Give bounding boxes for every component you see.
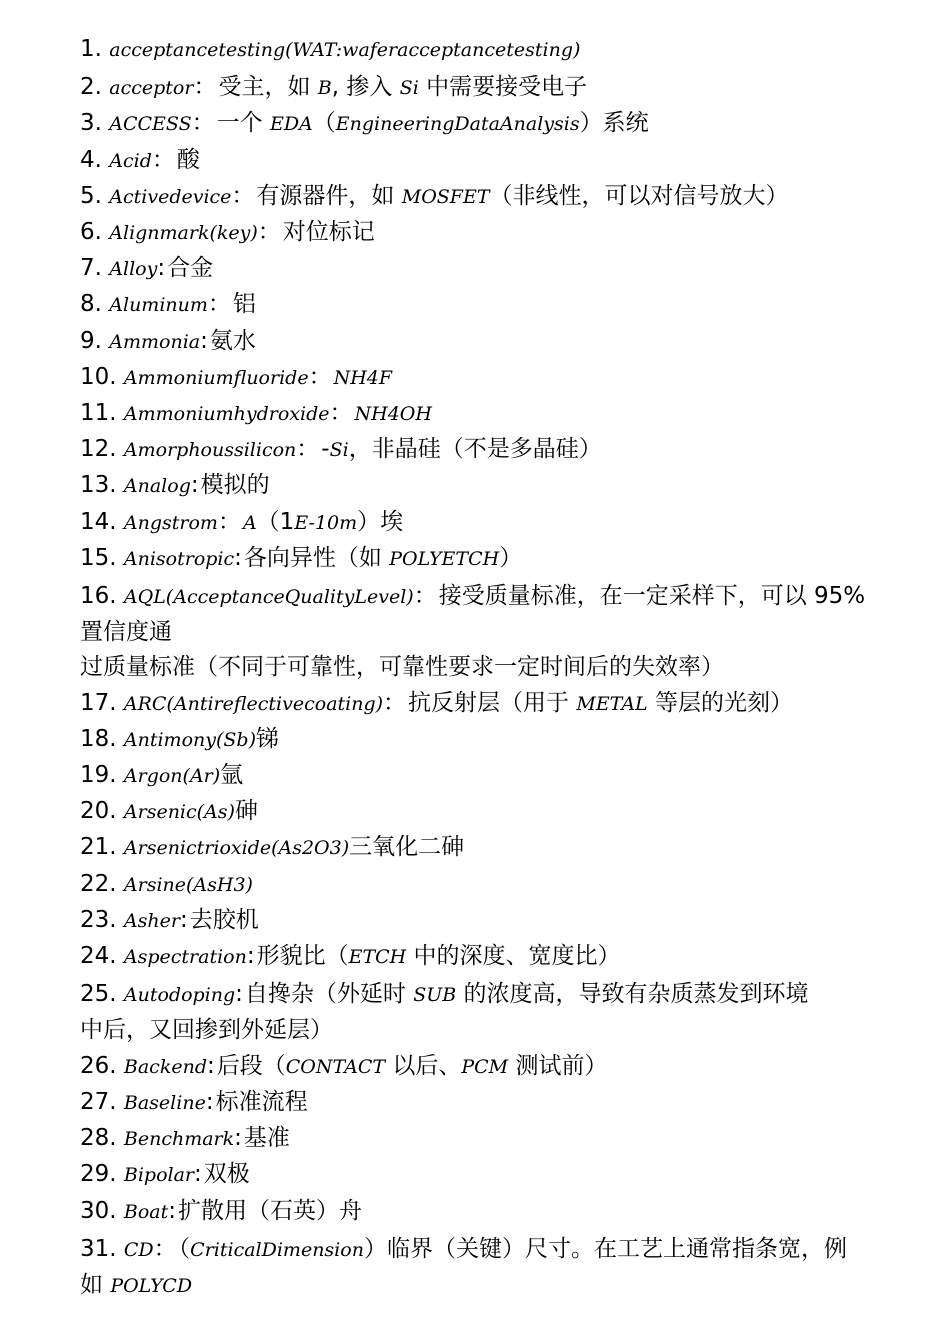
entry-definition: 扩散用（石英）舟 (178, 1197, 363, 1224)
entry-term: Alignmark(key) (109, 222, 258, 245)
entry-definition: NH4OH (354, 403, 432, 426)
entry-definition: 对位标记 (282, 219, 375, 246)
glossary-entry (80, 324, 870, 360)
entry-term: Acid (109, 149, 152, 172)
entry-number: 12. (80, 436, 124, 463)
entry-number: 19. (80, 762, 124, 789)
glossary-entry (80, 432, 870, 468)
entry-definition-continued: 过质量标准（不同于可靠性，可靠性要求一定时间后的失效率） (80, 654, 724, 681)
entry-definition: 有源器件，如 MOSFET（非线性，可以对信号放大） (256, 182, 789, 209)
entry-definition: 氨水 (209, 327, 256, 354)
entry-separator: ： (151, 146, 175, 173)
glossary-list (80, 32, 870, 1304)
entry-separator: ： (329, 400, 353, 427)
glossary-entry (80, 251, 870, 287)
entry-separator: : (205, 1088, 214, 1115)
entry-separator: ： (193, 74, 217, 101)
glossary-entry (80, 794, 870, 830)
entry-definition: 锑 (256, 725, 279, 752)
entry-term: Backend (123, 1055, 207, 1078)
entry-separator: ： (413, 583, 437, 610)
glossary-entry (80, 722, 870, 758)
entry-separator: ： (217, 508, 241, 535)
entry-number: 27. (80, 1088, 124, 1115)
entry-separator: : (235, 981, 243, 1008)
entry-separator: ： (231, 182, 255, 209)
entry-definition: 三氧化二砷 (349, 834, 465, 861)
entry-number: 31. (80, 1235, 124, 1262)
entry-definition: 各向异性（如 POLYETCH） (243, 544, 523, 571)
entry-term: Aspectration (123, 946, 247, 969)
glossary-entry (80, 396, 870, 432)
glossary-entry (80, 867, 870, 903)
entry-definition: 模拟的 (200, 472, 270, 499)
glossary-entry (80, 903, 870, 939)
entry-separator: : (168, 1197, 177, 1224)
entry-term: Anisotropic (123, 547, 235, 570)
entry-term: Activedevice (109, 185, 232, 208)
entry-separator: ： (191, 110, 215, 137)
entry-term: Ammoniumfluoride (123, 366, 309, 389)
entry-separator: : (190, 472, 199, 499)
entry-term: Angstrom (123, 511, 218, 534)
entry-separator: : (246, 943, 255, 970)
entry-separator: ： (308, 363, 332, 390)
glossary-entry (80, 541, 870, 577)
glossary-entry (80, 215, 870, 251)
glossary-entry (80, 143, 870, 179)
entry-separator: : (200, 327, 208, 354)
glossary-entry (80, 287, 870, 323)
entry-number: 22. (80, 870, 124, 897)
entry-number: 26. (80, 1052, 124, 1079)
entry-term: Ammoniumhydroxide (123, 403, 330, 426)
entry-definition: 一个 EDA（EngineeringDataAnalysis）系统 (216, 110, 649, 137)
entry-definition: 标准流程 (215, 1088, 308, 1115)
entry-number: 7. (80, 255, 110, 282)
entry-number: 20. (80, 798, 124, 825)
entry-definition: A（1E-10m）埃 (242, 508, 404, 535)
entry-number: 1. (80, 36, 110, 62)
entry-separator: : (179, 906, 188, 933)
entry-definition: -Si，非晶硅（不是多晶硅） (321, 436, 602, 463)
entry-number: 14. (80, 508, 124, 535)
entry-number: 13. (80, 472, 124, 499)
glossary-entry (80, 179, 870, 215)
entry-definition: 形貌比（ETCH 中的深度、宽度比） (256, 943, 621, 970)
entry-separator: : (157, 255, 166, 282)
glossary-entry (80, 32, 870, 68)
entry-term: Analog (123, 475, 191, 498)
glossary-entry (80, 758, 870, 794)
entry-definition-continued: 中后，又回掺到外延层） (80, 1017, 333, 1044)
entry-definition: 去胶机 (189, 906, 259, 933)
entry-term: acceptor (109, 77, 194, 100)
entry-term: ACCESS (109, 113, 192, 136)
entry-term: Arsenic(As) (123, 801, 235, 824)
glossary-entry (80, 686, 870, 722)
entry-separator: : (234, 1125, 242, 1152)
entry-definition: 砷 (234, 798, 258, 825)
glossary-entry (80, 1121, 870, 1157)
entry-separator: ： (153, 1235, 177, 1262)
entry-term: Autodoping (123, 984, 236, 1007)
entry-definition: 氩 (220, 762, 244, 789)
entry-term: Aluminum (109, 294, 208, 317)
glossary-entry (80, 1049, 870, 1085)
entry-number: 30. (80, 1197, 124, 1224)
entry-definition: 基准 (243, 1125, 290, 1152)
entry-number: 16. (80, 583, 124, 610)
entry-term: Boat (123, 1200, 169, 1223)
entry-number: 3. (80, 110, 110, 137)
glossary-entry (80, 360, 870, 396)
entry-number: 2. (80, 74, 110, 101)
entry-definition: 抗反射层（用于 METAL 等层的光刻） (408, 689, 793, 716)
glossary-entry (80, 70, 870, 106)
entry-term: Benchmark (123, 1128, 235, 1151)
entry-definition: 后段（CONTACT 以后、PCM 测试前） (216, 1052, 608, 1079)
entry-definition: NH4F (333, 366, 393, 389)
entry-separator: : (234, 544, 242, 571)
entry-term: Alloy (109, 258, 158, 281)
entry-number: 29. (80, 1161, 124, 1188)
entry-number: 6. (80, 219, 110, 246)
entry-number: 10. (80, 363, 124, 390)
glossary-entry (80, 106, 870, 142)
entry-term: acceptancetesting(WAT:waferacceptancetesting) (109, 39, 581, 61)
entry-number: 17. (80, 689, 124, 716)
entry-definition: 铝 (232, 291, 256, 318)
entry-definition: 合金 (167, 255, 214, 282)
entry-definition: 受主，如 B, 掺入 Si 中需要接受电子 (218, 74, 588, 101)
entry-separator: ： (257, 219, 281, 246)
entry-term: Bipolar (123, 1164, 195, 1187)
entry-term: Argon(Ar) (123, 765, 221, 788)
glossary-entry (80, 505, 870, 541)
entry-number: 25. (80, 981, 124, 1008)
entry-term: Arsenictrioxide(As2O3) (123, 837, 350, 860)
entry-number: 8. (80, 291, 110, 318)
entry-definition: 接受质量标准，在一定采样下，可以 95%置信度通 (80, 583, 866, 646)
entry-separator: ： (383, 689, 407, 716)
entry-definition: 自搀杂（外延时 SUB 的浓度高，导致有杂质蒸发到环境 (244, 981, 809, 1008)
entry-number: 21. (80, 834, 124, 861)
entry-separator: : (194, 1161, 202, 1188)
entry-separator: ： (207, 291, 231, 318)
entry-definition-continued: 如 POLYCD (80, 1271, 193, 1298)
entry-number: 18. (80, 725, 124, 752)
entry-number: 15. (80, 544, 124, 571)
entry-term: Amorphoussilicon (123, 439, 297, 462)
entry-number: 9. (80, 327, 110, 354)
entry-term: Ammonia (109, 330, 201, 353)
entry-number: 28. (80, 1125, 124, 1152)
glossary-entry (80, 939, 870, 975)
glossary-entry (80, 830, 870, 866)
entry-separator: ： (296, 436, 320, 463)
glossary-entry (80, 977, 870, 1048)
entry-term: AQL(AcceptanceQualityLevel) (123, 586, 414, 609)
entry-term: ARC(Antireflectivecoating) (123, 692, 384, 715)
entry-definition: 酸 (176, 146, 200, 173)
glossary-entry (80, 1157, 870, 1193)
entry-term: Antimony(Sb) (123, 728, 256, 751)
glossary-entry (80, 468, 870, 504)
entry-number: 5. (80, 182, 110, 209)
entry-term: CD (123, 1238, 154, 1261)
entry-term: Arsine(AsH3) (123, 873, 253, 896)
entry-term: Baseline (123, 1091, 206, 1114)
entry-number: 23. (80, 906, 124, 933)
glossary-entry (80, 1194, 870, 1230)
entry-number: 24. (80, 943, 124, 970)
entry-term: Asher (123, 909, 180, 932)
entry-definition: （CriticalDimension）临界（关键）尺寸。在工艺上通常指条宽，例 (178, 1235, 847, 1262)
entry-definition: 双极 (203, 1161, 250, 1188)
entry-number: 4. (80, 146, 110, 173)
glossary-entry (80, 579, 870, 686)
glossary-entry (80, 1232, 870, 1304)
entry-number: 11. (80, 400, 124, 427)
glossary-entry (80, 1085, 870, 1121)
entry-separator: : (206, 1052, 215, 1079)
